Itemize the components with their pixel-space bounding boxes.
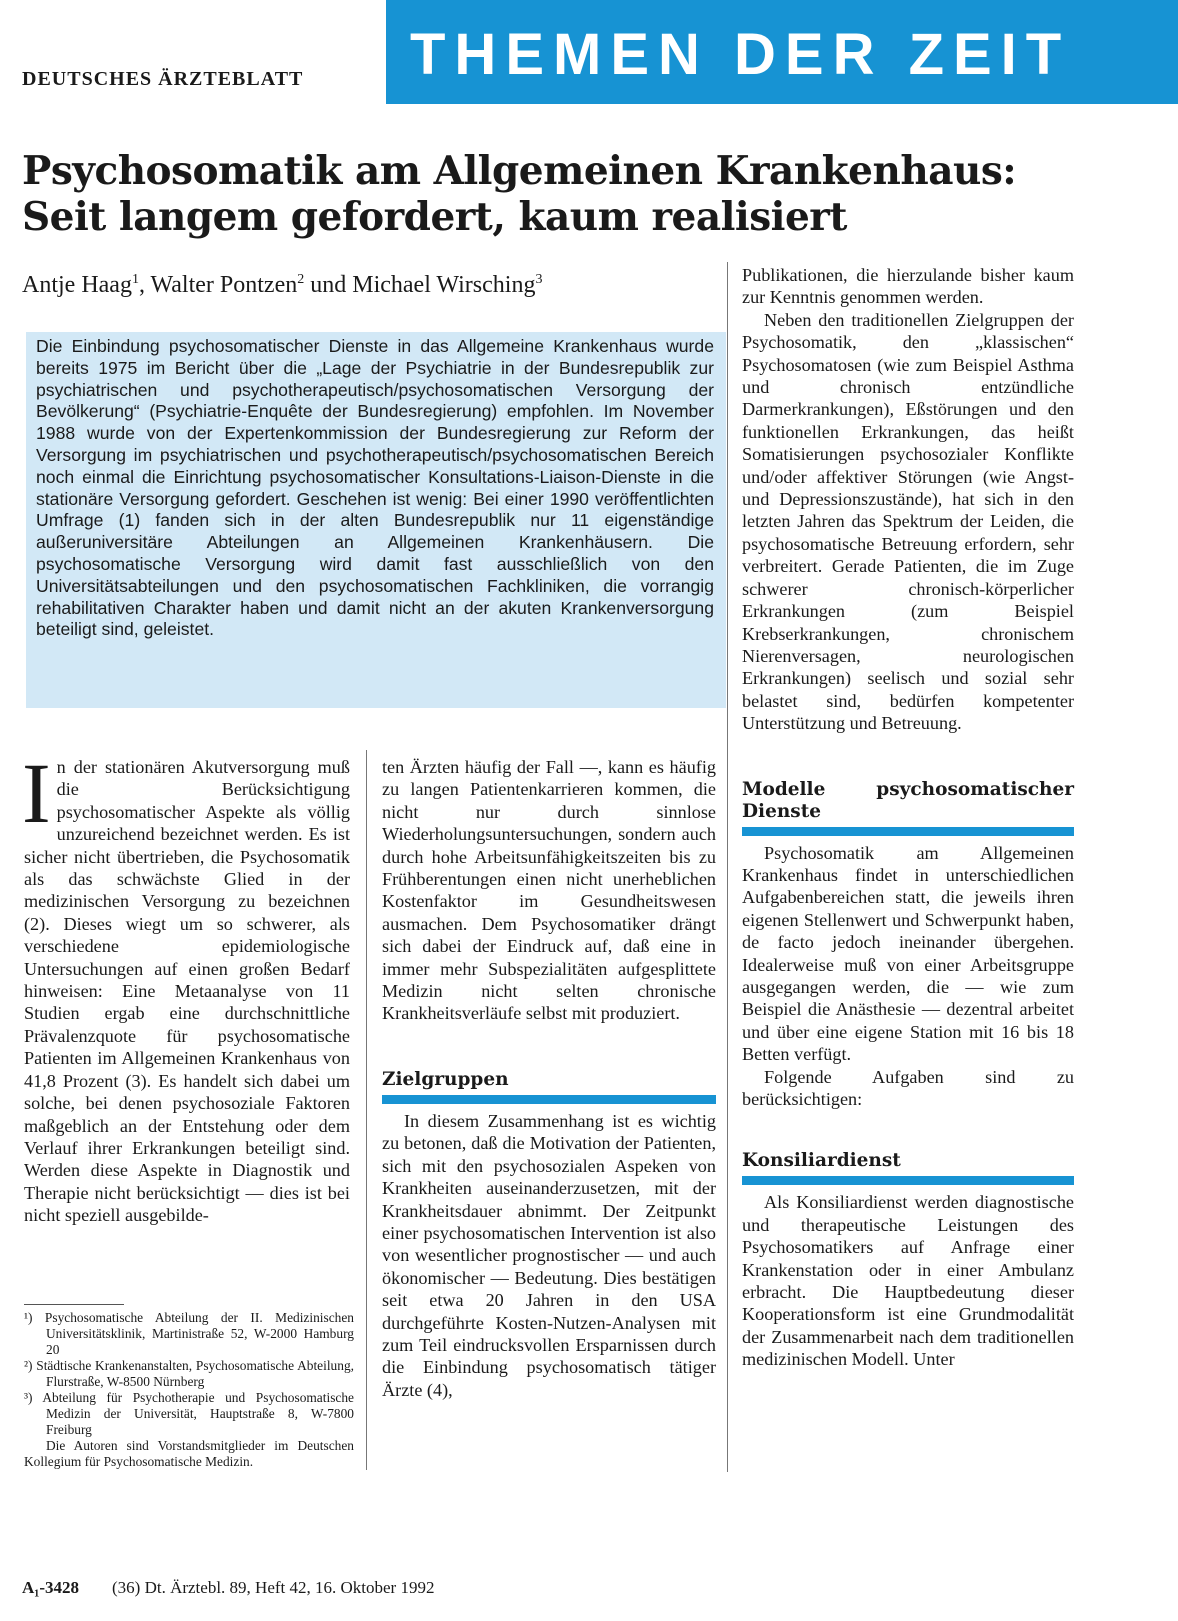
author-ref: 2: [297, 272, 305, 287]
section-heading: Konsiliardienst: [742, 1150, 901, 1172]
footnote: ¹) Psychosomatische Abteilung der II. Medizinischen Universitätsklinik, Martinistraße 52, W-2000 Hamburg 20: [24, 1310, 354, 1357]
author-separator: und: [304, 272, 353, 298]
abstract-box: [26, 332, 726, 708]
section-bar: [742, 1176, 1074, 1185]
footnote: ³) Abteilung für Psychotherapie und Psychosomatische Medizin der Universität, Hauptstraße 8, W-7800 Freiburg: [24, 1390, 354, 1437]
page-number: A₁-3428: [22, 1578, 80, 1597]
section-bar: [382, 1095, 716, 1104]
section-heading: Zielgruppen: [382, 1068, 509, 1090]
column-divider: [727, 262, 728, 1472]
body-paragraph: Neben den traditionellen Zielgruppen der Psychosomatik, den „klassischen“ Psychosomatosen (wie zum Beispiel Asthma und chronisch entzündliche Darmerkrankungen), Eßstörungen und den funktionellen Erkrankungen, das heißt Somatisierungen psychosozialer Konflikte und/oder affektiver Störungen (wie Angst- und Depressionszustände), hat sich in den letzten Jahren das Spektrum der Leiden, die psychosomatische Betreuung erfordern, sehr verbreitert. Gerade Patienten, die im Zuge schwerer chronisch-körperlicher Erkrankungen (zum Beispiel Krebserkrankungen, chronischem Nierenversagen, neurologischen Erkrankungen) seelisch und sozial sehr belastet sind, bedürfen kompetenter Unterstützung und Betreuung.: [742, 309, 1074, 734]
footnote: ²) Städtische Krankenanstalten, Psychosomatische Abteilung, Flurstraße, W-8500 Nürnberg: [24, 1358, 354, 1389]
body-paragraph: Publikationen, die hierzulande bisher kaum zur Kenntnis genommen werden.: [742, 265, 1074, 308]
column-divider: [366, 750, 367, 1470]
article-title: [22, 148, 1162, 240]
body-paragraph: Als Konsiliardienst werden diagnostische und therapeutische Leistungen des Psychosomatikers auf Anfrage einer Krankenstation oder in einer Ambulanz erbracht. Die Hauptbedeutung dieser Kooperationsform ist eine Grundmodalität der Zusammenarbeit nach dem traditionellen medizinischen Modell. Unter: [742, 1192, 1074, 1370]
author-name: Michael Wirsching: [352, 272, 536, 298]
section-heading: Modelle psychosomatischer Dienste: [742, 778, 1074, 822]
body-paragraph: Folgende Aufgaben sind zu berücksichtigen:: [742, 1066, 1074, 1109]
abstract-text: Die Einbindung psychosomatischer Dienste in das Allgemeine Krankenhaus wurde bereits 1975 im Bericht über die „Lage der Psychiatrie in der Bundesrepublik zur psychiatrischen und psychotherapeutisch/psychosomatischen Versorgung der Bevölkerung“ (Psychiatrie-Enquête der Bundesregierung) empfohlen. Im November 1988 wurde von der Expertenkommission der Bundesregierung zur Reform der Versorgung im psychiatrischen und psychotherapeutisch/psychosomatischen Bereich noch einmal die Einrichtung psychosomatischer Konsultations-Liaison-Dienste in die stationäre Versorgung gefordert. Geschehen ist wenig: Bei einer 1990 veröffentlichten Umfrage (1) fanden sich in der alten Bundesrepublik nur 11 eigenständige außeruniversitäre Abteilungen an Allgemeinen Krankenhäusern. Die psychosomatische Versorgung wird damit fast ausschließlich von den Universitätsabteilungen und den psychosomatischen Fachkliniken, die vorrangig rehabilitativen Charakter haben und damit nicht an der akuten Krankenversorgung beteiligt sind, geleistet.: [36, 336, 714, 640]
author-separator: ,: [138, 272, 151, 298]
rubric-title: THEMEN DER ZEIT: [410, 22, 1071, 87]
author-line: [22, 266, 542, 299]
title-line-2: Seit langem gefordert, kaum realisiert: [22, 194, 847, 240]
author-ref: 1: [131, 272, 139, 287]
footnote-note: Die Autoren sind Vorstandsmitglieder im Deutschen Kollegium für Psychosomatische Medizin.: [24, 1438, 354, 1469]
drop-cap: I: [22, 745, 51, 841]
journal-name: DEUTSCHES ÄRZTEBLATT: [22, 68, 304, 90]
author-name: Antje Haag: [22, 272, 132, 298]
body-paragraph: ten Ärzten häufig der Fall —, kann es häufig zu langen Patientenkarrieren kommen, die nicht nur durch sinnlose Wiederholungsuntersuchungen, sondern auch durch hohe Arbeitsunfähigkeitszeiten bis zu Frühberentungen einen nicht unerheblichen Kostenfaktor im Gesundheitswesen ausmachen. Dem Psychosomatiker drängt sich dabei der Eindruck auf, daß eine in immer mehr Subspezialitäten aufgesplittete Medizin nicht selten chronische Krankheitsverläufe selbst mit produziert.: [382, 757, 716, 1024]
body-column-1: [22, 745, 350, 1227]
body-paragraph: In diesem Zusammenhang ist es wichtig zu betonen, daß die Motivation der Patienten, sich mit den psychosozialen Aspeken von Krankheiten auseinanderzusetzen, mit der Krankheitsdauer abnimmt. Der Zeitpunkt einer psychosomatischen Intervention ist also von wesentlicher prognostischer — und auch ökonomischer — Bedeutung. Dies bestätigen seit etwa 20 Jahren in den USA durchgeführte Kosten-Nutzen-Analysen mit zum Teil eindrucksvollen Ersparnissen durch die Einbindung psychosomatisch tätiger Ärzte (4),: [382, 1110, 716, 1400]
author-ref: 3: [535, 272, 543, 287]
body-column-3: [742, 264, 1074, 1371]
body-paragraph: In der stationären Akutversorgung muß die Berücksichtigung psychosomatischer Aspekte als völlig unzureichend bezeichnet werden. Es ist sicher nicht übertrieben, die Psychosomatik als das schwächste Glied in der medizinischen Versorgung zu bezeichnen (2). Dieses wiegt um so schwerer, als verschiedene epidemiologische Untersuchungen auf einen großen Bedarf hinweisen: Eine Metaanalyse von 11 Studien ergab eine durchschnittliche Prävalenzquote für psychosomatische Patienten im Allgemeinen Krankenhaus von 41,8 Prozent (3). Es handelt sich dabei um solche, bei denen psychosoziale Faktoren maßgeblich an der Entstehung oder dem Verlauf ihrer Erkrankungen beteiligt sind. Werden diese Aspekte in Diagnostik und Therapie nicht berücksichtigt — dies ist bei nicht speziell ausgebilde-: [22, 745, 350, 1226]
footnote-rule: [24, 1304, 124, 1305]
author-name: Walter Pontzen: [150, 272, 298, 298]
title-line-1: Psychosomatik am Allgemeinen Krankenhaus:: [22, 148, 1017, 194]
body-column-2: [382, 756, 716, 1401]
footnotes: [24, 1310, 354, 1470]
citation-line: (36) Dt. Ärztebl. 89, Heft 42, 16. Oktober 1992: [112, 1578, 435, 1597]
body-paragraph: Psychosomatik am Allgemeinen Krankenhaus findet in unterschiedlichen Aufgabenbereichen statt, die jeweils ihren eigenen Stellenwert und Schwerpunkt haben, de facto jedoch ineinander übergehen. Idealerweise muß von einer Arbeitsgruppe ausgegangen werden, die — wie zum Beispiel die Anästhesie — dezentral arbeitet und über eine eigene Station mit 16 bis 18 Betten verfügt.: [742, 842, 1074, 1065]
section-bar: [742, 827, 1074, 836]
